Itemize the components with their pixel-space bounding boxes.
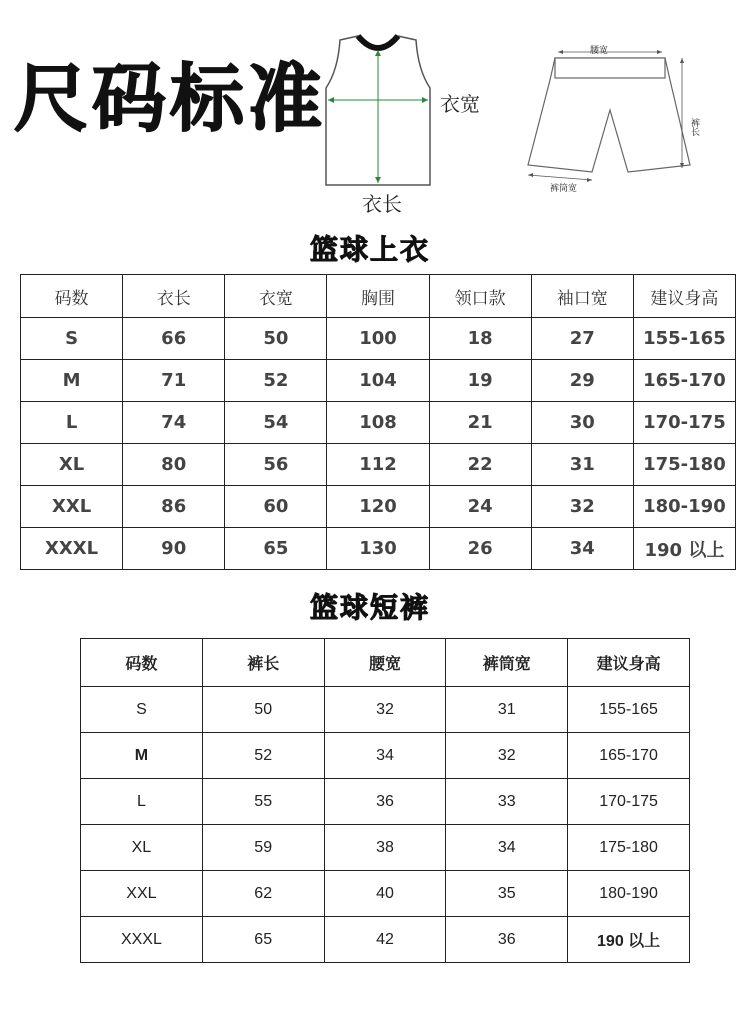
- table-cell: 74: [123, 402, 225, 444]
- table-cell: 34: [531, 528, 633, 570]
- table-cell: 170-175: [633, 402, 735, 444]
- table-cell: 52: [225, 360, 327, 402]
- shorts-waist-label: 腰宽: [590, 46, 609, 56]
- table-cell: 21: [429, 402, 531, 444]
- table-cell: L: [81, 779, 203, 825]
- table-cell: S: [81, 687, 203, 733]
- table-row: [21, 402, 736, 444]
- table-row: [81, 733, 690, 779]
- shorts-section-title: 篮球短裤: [310, 591, 431, 624]
- table-cell: S: [21, 318, 123, 360]
- table-cell: 38: [324, 825, 446, 871]
- table-cell: 24: [429, 486, 531, 528]
- table-cell: 55: [202, 779, 324, 825]
- table-cell: 36: [446, 917, 568, 963]
- table-cell: 190 以上: [633, 528, 735, 570]
- table-cell: 50: [202, 687, 324, 733]
- header-cell: 衣长: [123, 275, 225, 318]
- table-cell: 59: [202, 825, 324, 871]
- table-cell: 29: [531, 360, 633, 402]
- table-cell: XXXL: [21, 528, 123, 570]
- table-cell: 32: [324, 687, 446, 733]
- table-row: [81, 779, 690, 825]
- table-row: [21, 444, 736, 486]
- header-cell: 袖口宽: [531, 275, 633, 318]
- shorts-leg-label: 裤筒宽: [550, 184, 578, 194]
- table-cell: 175-180: [633, 444, 735, 486]
- table-cell: 165-170: [568, 733, 690, 779]
- table-row: [81, 917, 690, 963]
- header-cell: 衣宽: [225, 275, 327, 318]
- table-cell: 190 以上: [568, 917, 690, 963]
- header-cell: 腰宽: [324, 639, 446, 687]
- header-cell: 码数: [81, 639, 203, 687]
- table-cell: 54: [225, 402, 327, 444]
- table-cell: 36: [324, 779, 446, 825]
- table-cell: 90: [123, 528, 225, 570]
- table-cell: XXL: [81, 871, 203, 917]
- table-cell: 66: [123, 318, 225, 360]
- table-row: [21, 360, 736, 402]
- table-cell: 30: [531, 402, 633, 444]
- jersey-size-table: [20, 274, 736, 570]
- header-cell: 建议身高: [633, 275, 735, 318]
- table-cell: XXL: [21, 486, 123, 528]
- table-cell: M: [81, 733, 203, 779]
- table-cell: 33: [446, 779, 568, 825]
- table-cell: 65: [225, 528, 327, 570]
- table-cell: 50: [225, 318, 327, 360]
- page-title: 尺码标准: [14, 56, 326, 142]
- shorts-diagram: [520, 40, 720, 190]
- jersey-diagram: [318, 30, 438, 190]
- table-cell: 175-180: [568, 825, 690, 871]
- table-cell: 26: [429, 528, 531, 570]
- table-cell: XL: [81, 825, 203, 871]
- table-cell: 65: [202, 917, 324, 963]
- table-row: [81, 687, 690, 733]
- header-cell: 裤长: [202, 639, 324, 687]
- table-cell: 27: [531, 318, 633, 360]
- table-cell: 60: [225, 486, 327, 528]
- table-row: [81, 871, 690, 917]
- table-cell: 104: [327, 360, 429, 402]
- table-row: [81, 825, 690, 871]
- table-cell: 80: [123, 444, 225, 486]
- table-cell: 86: [123, 486, 225, 528]
- table-cell: 180-190: [633, 486, 735, 528]
- jersey-section-title: 篮球上衣: [310, 233, 431, 266]
- table-cell: XL: [21, 444, 123, 486]
- table-cell: 18: [429, 318, 531, 360]
- table-cell: 35: [446, 871, 568, 917]
- table-cell: 34: [446, 825, 568, 871]
- header-cell: 码数: [21, 275, 123, 318]
- shirt-width-label: 衣宽: [440, 92, 480, 116]
- header-cell: 领口款: [429, 275, 531, 318]
- table-cell: 155-165: [633, 318, 735, 360]
- table-header-row: [81, 639, 690, 687]
- table-cell: 71: [123, 360, 225, 402]
- header-cell: 裤筒宽: [446, 639, 568, 687]
- table-cell: 52: [202, 733, 324, 779]
- table-cell: 155-165: [568, 687, 690, 733]
- table-cell: XXXL: [81, 917, 203, 963]
- table-cell: 22: [429, 444, 531, 486]
- table-cell: 40: [324, 871, 446, 917]
- table-cell: 130: [327, 528, 429, 570]
- table-cell: 34: [324, 733, 446, 779]
- table-row: [21, 528, 736, 570]
- table-cell: 32: [446, 733, 568, 779]
- shirt-length-label: 衣长: [362, 192, 402, 216]
- table-cell: 165-170: [633, 360, 735, 402]
- table-cell: L: [21, 402, 123, 444]
- table-cell: 19: [429, 360, 531, 402]
- table-row: [21, 486, 736, 528]
- table-cell: 31: [446, 687, 568, 733]
- table-cell: 108: [327, 402, 429, 444]
- table-cell: 120: [327, 486, 429, 528]
- header-cell: 胸围: [327, 275, 429, 318]
- table-cell: 170-175: [568, 779, 690, 825]
- table-cell: 56: [225, 444, 327, 486]
- table-cell: 112: [327, 444, 429, 486]
- table-cell: 180-190: [568, 871, 690, 917]
- table-cell: 62: [202, 871, 324, 917]
- table-cell: M: [21, 360, 123, 402]
- table-row: [21, 318, 736, 360]
- shorts-length-label: 裤长: [689, 118, 699, 136]
- table-header-row: [21, 275, 736, 318]
- table-cell: 32: [531, 486, 633, 528]
- shorts-size-table: [80, 638, 690, 963]
- table-cell: 42: [324, 917, 446, 963]
- table-cell: 31: [531, 444, 633, 486]
- table-cell: 100: [327, 318, 429, 360]
- header-cell: 建议身高: [568, 639, 690, 687]
